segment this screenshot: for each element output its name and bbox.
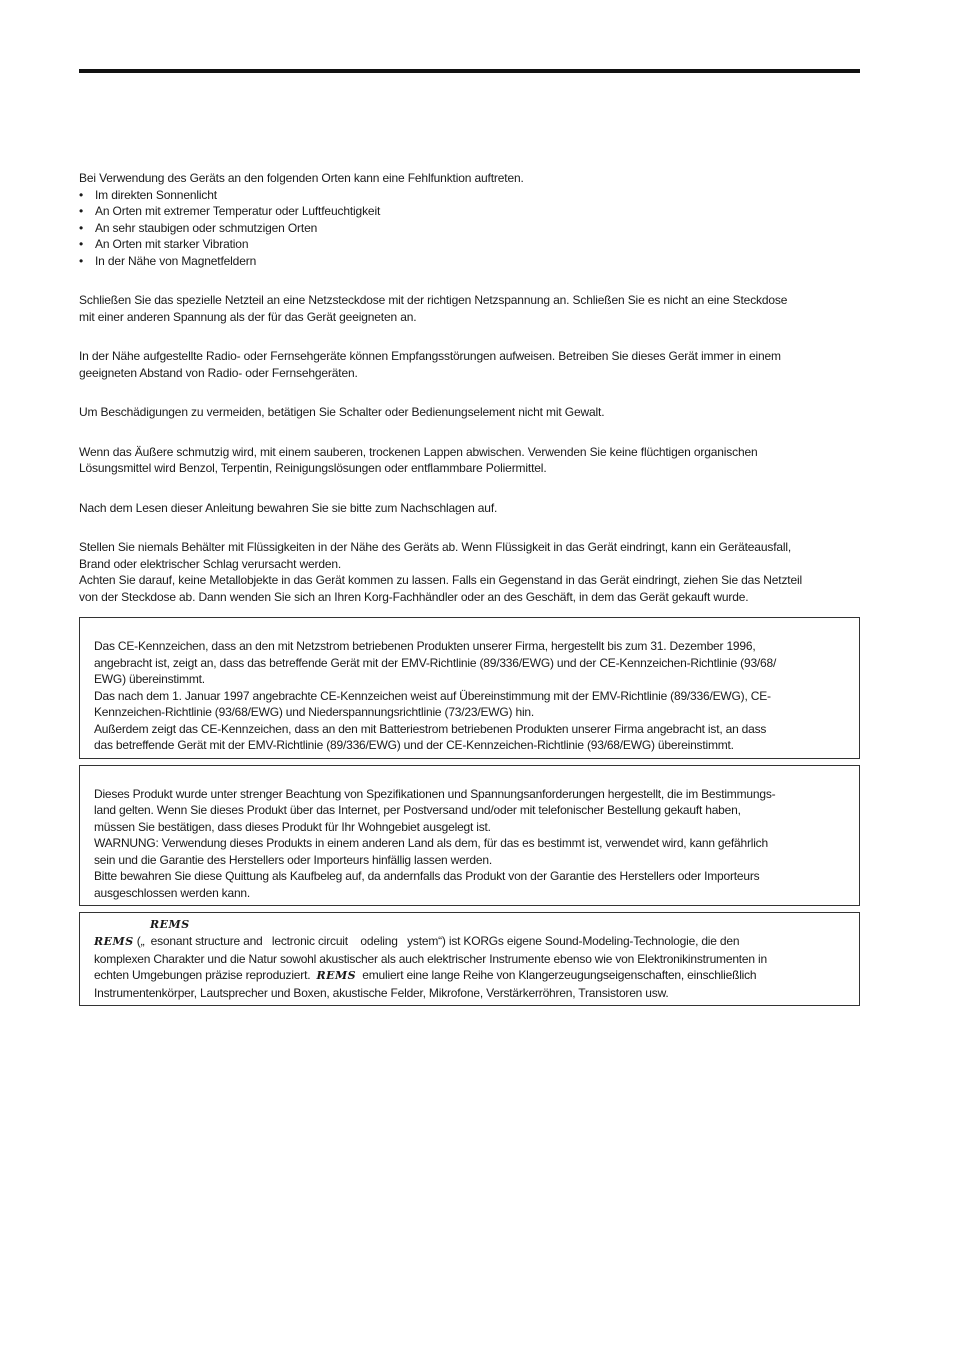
manual-section	[79, 500, 860, 517]
paragraph-line: In der Nähe aufgestellte Radio- oder Fernsehgeräte können Empfangsstörungen aufweisen. Betreiben Sie dieses Gerät immer in einem	[79, 349, 781, 363]
paragraph-line: Um Beschädigungen zu vermeiden, betätigen Sie Schalter oder Bedienungselement nicht mit Gewalt.	[79, 405, 605, 419]
box-line: Außerdem zeigt das CE-Kennzeichen, dass an den mit Batteriestrom betriebenen Produkten unserer Firma angebracht ist, an dass	[94, 721, 767, 736]
location-section	[79, 170, 860, 269]
list-item: • An sehr staubigen oder schmutzigen Orten	[79, 220, 860, 237]
rems-line-text: („ esonant structure and lectronic circuit odeling ystem“) ist KORGs eigene Sound-Modeling-Technologie, die den	[136, 934, 740, 948]
rems-logo: REMS	[94, 935, 134, 948]
box-line	[94, 967, 845, 985]
box-line: müssen Sie bestätigen, dass dieses Produkt für Ihr Wohngebiet ausgelegt ist.	[94, 819, 491, 834]
care-section	[79, 444, 860, 477]
paragraph-line: von der Steckdose ab. Dann wenden Sie sich an Ihren Korg-Fachhändler oder an des Geschäft, in dem das Gerät gekauft wurde.	[79, 589, 749, 604]
box-line: Kennzeichen-Richtlinie (93/68/EWG) und Niederspannungsrichtlinie (73/23/EWG) hin.	[94, 705, 535, 719]
box-line: Das CE-Kennzeichen, dass an den mit Netzstrom betriebenen Produkten unserer Firma, hergestellt bis zum 31. Dezember 1996,	[94, 639, 756, 653]
rems-line-text: echten Umgebungen präzise reproduziert.	[94, 968, 311, 982]
box-line: das betreffende Gerät mit der EMV-Richtlinie (89/336/EWG) und der CE-Kennzeichen-Richtlinie (93/68/EWG) übereinstimmt.	[94, 738, 734, 752]
paragraph-line: geeigneten Abstand von Radio- oder Fernsehgeräten.	[79, 365, 358, 380]
box-line: sein und die Garantie des Herstellers oder Importeurs hinfällig lassen werden.	[94, 852, 492, 867]
interference-section	[79, 348, 860, 381]
paragraph-line: Brand oder elektrischer Schlag verursacht werden.	[79, 556, 342, 571]
rems-heading	[94, 917, 845, 932]
box-line: Bitte bewahren Sie diese Quittung als Kaufbeleg auf, da andernfalls das Produkt von der Garantie des Herstellers oder Importeurs	[94, 869, 760, 883]
rems-line-text: emuliert eine lange Reihe von Klangerzeugungseigenschaften, einschließlich	[362, 968, 757, 982]
specification-box	[79, 765, 860, 907]
box-line	[94, 933, 845, 951]
paragraph-line: Wenn das Äußere schmutzig wird, mit einem sauberen, trockenen Lappen abwischen. Verwenden Sie keine flüchtigen organischen	[79, 444, 758, 459]
box-line: angebracht ist, zeigt an, dass das betreffende Gerät mit der EMV-Richtlinie (89/336/EWG) und der CE-Kennzeichen-Richtlinie (93/68/	[94, 655, 777, 670]
ce-mark-box	[79, 617, 860, 759]
paragraph-line: Stellen Sie niemals Behälter mit Flüssigkeiten in der Nähe des Geräts ab. Wenn Flüssigkeit in das Gerät eindringt, kann ein Geräteausfall,	[79, 540, 792, 554]
paragraph-line: Schließen Sie das spezielle Netzteil an eine Netzsteckdose mit der richtigen Netzspannung an. Schließen Sie es nicht an eine Steckdose	[79, 293, 788, 307]
location-intro: Bei Verwendung des Geräts an den folgenden Orten kann eine Fehlfunktion auftreten.	[79, 171, 524, 185]
paragraph-line: Lösungsmittel wird Benzol, Terpentin, Reinigungslösungen oder entflammbare Poliermittel.	[79, 461, 547, 475]
box-line: ausgeschlossen werden kann.	[94, 885, 251, 900]
list-item: • An Orten mit starker Vibration	[79, 236, 860, 253]
box-line: Dieses Produkt wurde unter strenger Beachtung von Spezifikationen und Spannungsanforderungen hergestellt, die im Bestimmungs-	[94, 786, 776, 801]
location-list	[79, 187, 860, 270]
top-rule	[79, 69, 860, 73]
rems-logo: REMS	[150, 918, 190, 931]
box-line: Instrumentenkörper, Lautsprecher und Boxen, akustische Felder, Mikrofone, Verstärkerröhren, Transistoren usw.	[94, 985, 669, 1000]
power-section	[79, 292, 860, 325]
box-line: Das nach dem 1. Januar 1997 angebrachte CE-Kennzeichen weist auf Übereinstimmung mit der EMV-Richtlinie (89/336/EWG), CE-	[94, 688, 771, 703]
list-item: • In der Nähe von Magnetfeldern	[79, 253, 860, 270]
box-line: EWG) übereinstimmt.	[94, 672, 205, 686]
paragraph-line: mit einer anderen Spannung als der für das Gerät geeigneten an.	[79, 309, 417, 324]
liquids-section	[79, 539, 860, 605]
box-line: land gelten. Wenn Sie dieses Produkt über das Internet, per Postversand und/oder mit telefonischer Bestellung gekauft haben,	[94, 803, 741, 817]
box-line: komplexen Charakter und die Natur sowohl akustischer als auch elektrischer Instrumente ebenso wie von Elektronikinstrumenten in	[94, 951, 767, 966]
list-item: • An Orten mit extremer Temperatur oder Luftfeuchtigkeit	[79, 203, 860, 220]
page-content	[79, 170, 860, 1012]
rems-box	[79, 912, 860, 1006]
paragraph-line: Achten Sie darauf, keine Metallobjekte in das Gerät kommen zu lassen. Falls ein Gegenstand in das Gerät eindringt, ziehen Sie das Netzteil	[79, 573, 803, 587]
box-line: WARNUNG: Verwendung dieses Produkts in einem anderen Land als dem, für das es bestimmt ist, verwendet wird, kann gefährlich	[94, 836, 768, 850]
list-item: • Im direkten Sonnenlicht	[79, 187, 860, 204]
rems-logo: REMS	[316, 969, 357, 982]
handling-section	[79, 404, 860, 421]
paragraph-line: Nach dem Lesen dieser Anleitung bewahren Sie sie bitte zum Nachschlagen auf.	[79, 500, 498, 515]
